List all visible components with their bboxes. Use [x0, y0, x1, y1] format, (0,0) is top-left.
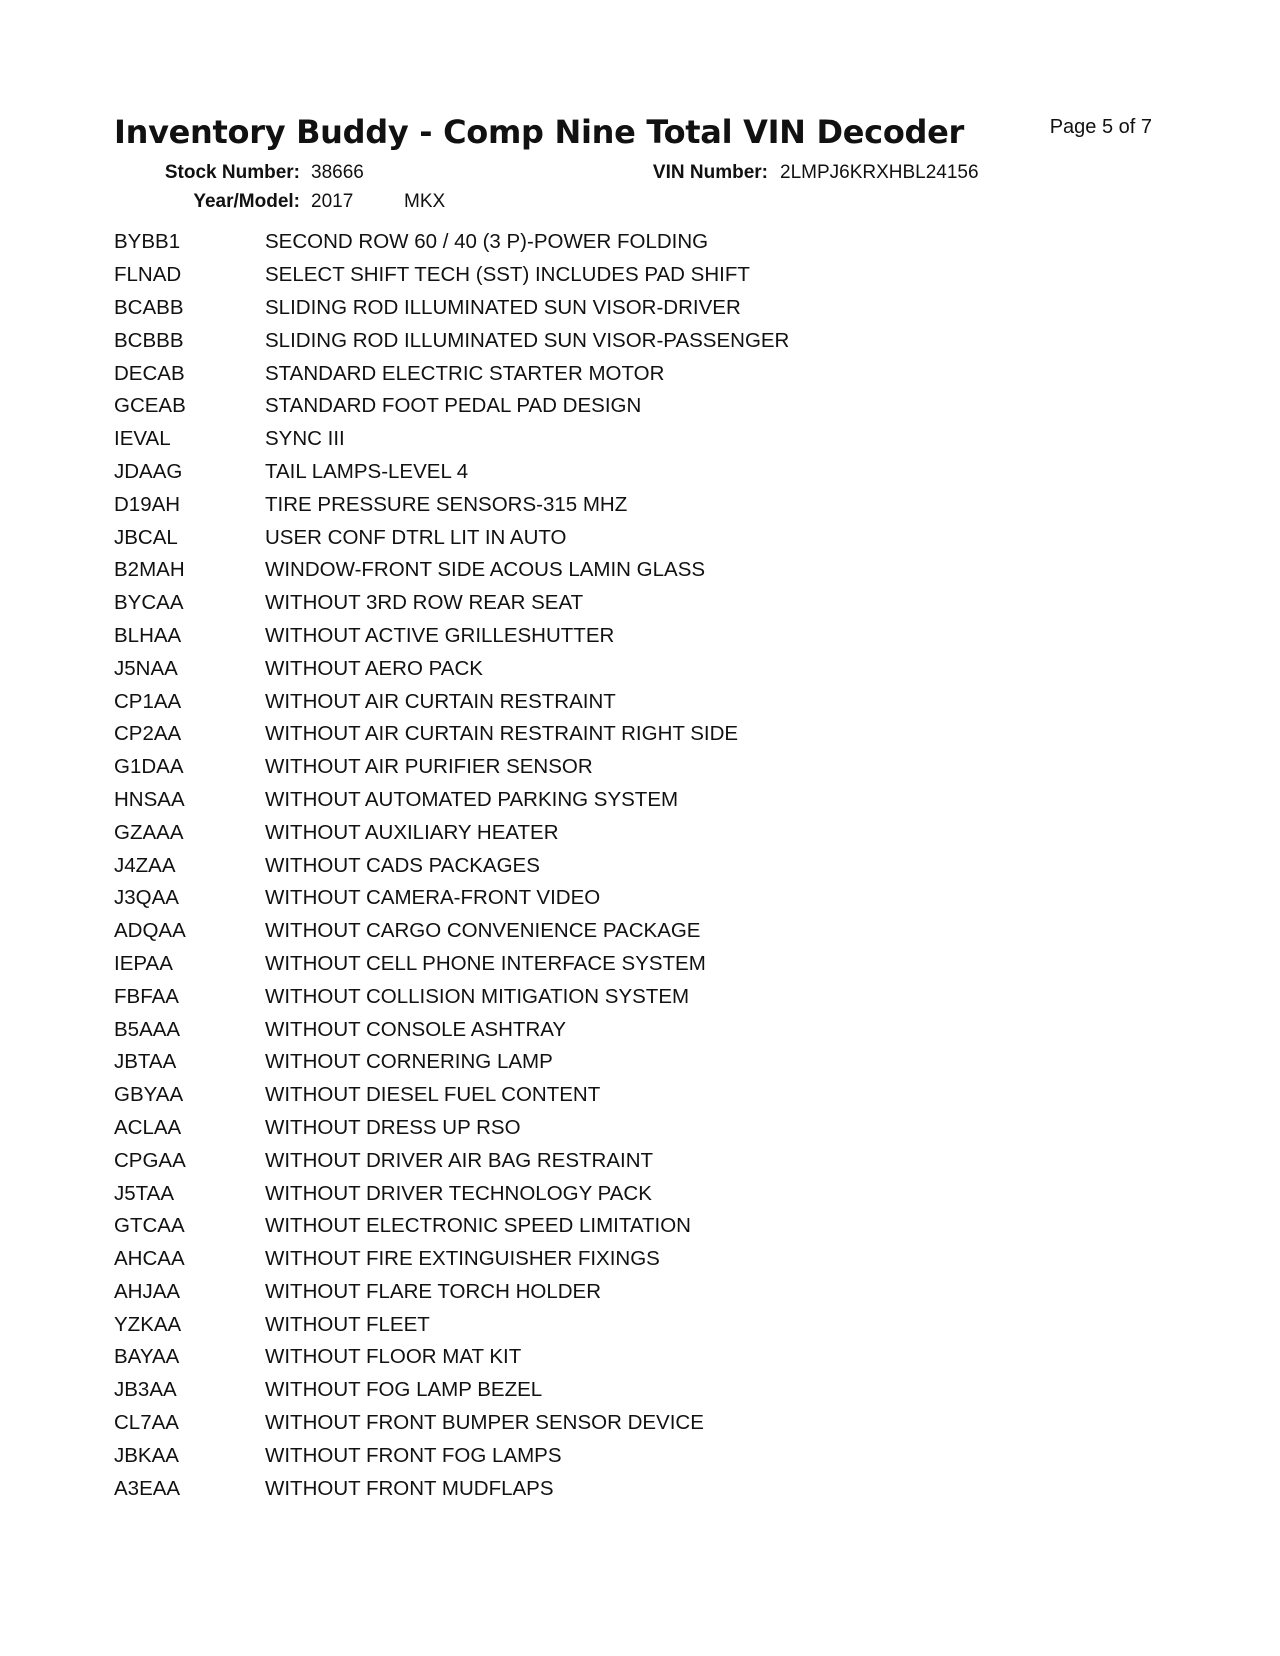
option-description: WITHOUT CONSOLE ASHTRAY [265, 1017, 567, 1041]
option-description: TIRE PRESSURE SENSORS-315 MHZ [265, 492, 628, 516]
option-code: BCABB [114, 295, 184, 319]
option-row [114, 1144, 789, 1177]
option-description: WITHOUT AUTOMATED PARKING SYSTEM [265, 787, 679, 811]
option-description: WITHOUT CORNERING LAMP [265, 1050, 553, 1074]
option-row [114, 1177, 789, 1210]
option-code: FBFAA [114, 984, 179, 1008]
option-row [114, 357, 789, 390]
option-code: GZAAA [114, 820, 184, 844]
option-row [114, 390, 789, 423]
option-code: B5AAA [114, 1017, 181, 1041]
option-description: SYNC III [265, 427, 345, 451]
option-code: J3QAA [114, 886, 179, 910]
option-row [114, 554, 789, 587]
option-description: WITHOUT AIR CURTAIN RESTRAINT [265, 689, 616, 713]
option-code: BCBBB [114, 328, 184, 352]
option-row [114, 587, 789, 620]
option-row [114, 1243, 789, 1276]
option-row [114, 1112, 789, 1145]
option-code: HNSAA [114, 787, 185, 811]
option-code: BYCAA [114, 591, 184, 615]
option-row [114, 620, 789, 653]
option-code: A3EAA [114, 1476, 181, 1500]
option-description: WITHOUT 3RD ROW REAR SEAT [265, 591, 584, 615]
option-code: GCEAB [114, 394, 186, 418]
option-row [114, 784, 789, 817]
model-name-value: MKX [404, 191, 446, 212]
option-description: WITHOUT DRESS UP RSO [265, 1115, 521, 1139]
option-description: WITHOUT DRIVER TECHNOLOGY PACK [265, 1181, 652, 1205]
option-description: WITHOUT DIESEL FUEL CONTENT [265, 1083, 601, 1107]
option-code: JB3AA [114, 1378, 177, 1402]
option-code: B2MAH [114, 558, 185, 582]
option-code: BAYAA [114, 1345, 180, 1369]
option-code: J5TAA [114, 1181, 174, 1205]
option-row [114, 718, 789, 751]
option-description: SELECT SHIFT TECH (SST) INCLUDES PAD SHIFT [265, 263, 750, 287]
option-description: WITHOUT CAMERA-FRONT VIDEO [265, 886, 601, 910]
option-description: WITHOUT FRONT BUMPER SENSOR DEVICE [265, 1411, 704, 1435]
option-description: WITHOUT COLLISION MITIGATION SYSTEM [265, 984, 690, 1008]
option-description: SECOND ROW 60 / 40 (3 P)-POWER FOLDING [265, 230, 709, 254]
vin-number-label: VIN Number: [652, 162, 768, 183]
option-description: WITHOUT AERO PACK [265, 656, 483, 680]
page-number: Page 5 of 7 [1049, 116, 1152, 138]
option-code: D19AH [114, 492, 181, 516]
option-description: STANDARD FOOT PEDAL PAD DESIGN [265, 394, 642, 418]
option-row [114, 1472, 789, 1505]
option-description: WITHOUT FIRE EXTINGUISHER FIXINGS [265, 1247, 660, 1271]
option-code: BLHAA [114, 623, 182, 647]
option-row [114, 915, 789, 948]
option-description: WITHOUT AUXILIARY HEATER [265, 820, 559, 844]
option-description: WITHOUT DRIVER AIR BAG RESTRAINT [265, 1148, 654, 1172]
option-code: BYBB1 [114, 230, 181, 254]
option-code: CL7AA [114, 1411, 179, 1435]
option-row [114, 259, 789, 292]
option-code: CPGAA [114, 1148, 186, 1172]
option-code: JBCAL [114, 525, 178, 549]
option-code: DECAB [114, 361, 185, 385]
option-row [114, 882, 789, 915]
option-code: GBYAA [114, 1083, 184, 1107]
option-description: WITHOUT CELL PHONE INTERFACE SYSTEM [265, 951, 706, 975]
option-code: IEPAA [114, 951, 173, 975]
model-year-value: 2017 [311, 191, 354, 212]
option-code: CP2AA [114, 722, 182, 746]
option-description: WITHOUT FLEET [265, 1312, 430, 1336]
option-row [114, 751, 789, 784]
option-code: ACLAA [114, 1115, 182, 1139]
option-code: J5NAA [114, 656, 178, 680]
option-code: GTCAA [114, 1214, 185, 1238]
option-code: JBTAA [114, 1050, 177, 1074]
option-code-list [114, 226, 789, 1505]
option-row [114, 488, 789, 521]
option-description: WITHOUT FLARE TORCH HOLDER [265, 1279, 602, 1303]
option-row [114, 292, 789, 325]
option-code: AHCAA [114, 1247, 185, 1271]
option-row [114, 1439, 789, 1472]
option-description: WITHOUT FRONT MUDFLAPS [265, 1476, 554, 1500]
option-description: WINDOW-FRONT SIDE ACOUS LAMIN GLASS [265, 558, 706, 582]
option-code: G1DAA [114, 755, 184, 779]
option-row [114, 1407, 789, 1440]
option-row [114, 685, 789, 718]
option-code: J4ZAA [114, 853, 176, 877]
option-description: WITHOUT CARGO CONVENIENCE PACKAGE [265, 919, 701, 943]
option-row [114, 1374, 789, 1407]
option-row [114, 456, 789, 489]
option-code: IEVAL [114, 427, 171, 451]
option-row [114, 324, 789, 357]
option-description: WITHOUT ACTIVE GRILLESHUTTER [265, 623, 615, 647]
option-row [114, 1308, 789, 1341]
option-code: AHJAA [114, 1279, 181, 1303]
stock-number-value: 38666 [311, 162, 364, 183]
option-row [114, 652, 789, 685]
stock-number-label: Stock Number: [164, 162, 300, 183]
option-description: SLIDING ROD ILLUMINATED SUN VISOR-DRIVER [265, 295, 741, 319]
option-row [114, 1341, 789, 1374]
option-code: JDAAG [114, 459, 183, 483]
option-description: WITHOUT CADS PACKAGES [265, 853, 540, 877]
option-description: USER CONF DTRL LIT IN AUTO [265, 525, 567, 549]
option-row [114, 948, 789, 981]
option-row [114, 423, 789, 456]
option-row [114, 1013, 789, 1046]
option-code: YZKAA [114, 1312, 182, 1336]
vin-number-value: 2LMPJ6KRXHBL24156 [780, 162, 979, 183]
option-description: WITHOUT FRONT FOG LAMPS [265, 1443, 562, 1467]
option-description: WITHOUT ELECTRONIC SPEED LIMITATION [265, 1214, 691, 1238]
option-description: WITHOUT AIR CURTAIN RESTRAINT RIGHT SIDE [265, 722, 739, 746]
option-description: WITHOUT FOG LAMP BEZEL [265, 1378, 543, 1402]
option-row [114, 1276, 789, 1309]
document-title: Inventory Buddy - Comp Nine Total VIN Decoder [114, 113, 965, 151]
option-row [114, 1079, 789, 1112]
option-description: TAIL LAMPS-LEVEL 4 [265, 459, 469, 483]
option-row [114, 1210, 789, 1243]
option-description: WITHOUT AIR PURIFIER SENSOR [265, 755, 593, 779]
option-row [114, 521, 789, 554]
year-model-label: Year/Model: [193, 191, 300, 212]
option-code: ADQAA [114, 919, 186, 943]
option-description: WITHOUT FLOOR MAT KIT [265, 1345, 522, 1369]
option-description: STANDARD ELECTRIC STARTER MOTOR [265, 361, 665, 385]
option-row [114, 1046, 789, 1079]
option-row [114, 980, 789, 1013]
option-description: SLIDING ROD ILLUMINATED SUN VISOR-PASSENGER [265, 328, 790, 352]
option-row [114, 816, 789, 849]
option-row [114, 849, 789, 882]
option-row [114, 226, 789, 259]
option-code: JBKAA [114, 1443, 179, 1467]
option-code: FLNAD [114, 263, 182, 287]
option-code: CP1AA [114, 689, 182, 713]
